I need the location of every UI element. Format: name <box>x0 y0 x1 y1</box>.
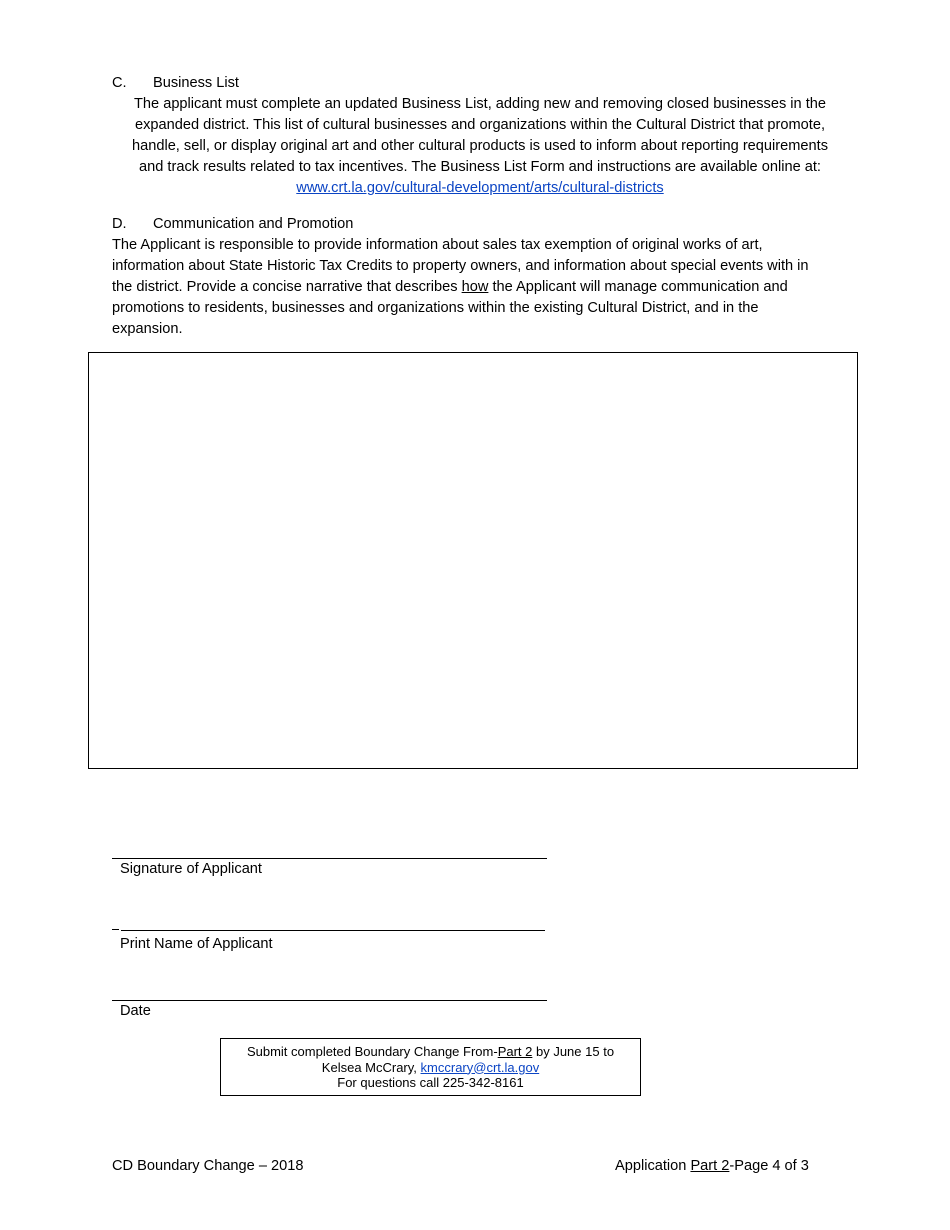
date-label: Date <box>120 1003 151 1019</box>
section-d-line: the district. Provide a concise narrative that describes how the Applicant will manage communication and <box>112 279 788 295</box>
section-d-body <box>112 235 892 340</box>
submit-line: Submit completed Boundary Change From-Part 2 by June 15 to <box>246 1044 615 1059</box>
print-name-line-stub <box>112 929 119 930</box>
section-d-line: The Applicant is responsible to provide information about sales tax exemption of original works of art, <box>112 237 763 253</box>
section-d-number: D. <box>112 216 127 232</box>
section-c-body <box>100 94 860 199</box>
section-c-title: Business List <box>153 75 239 91</box>
section-c-line: The applicant must complete an updated Business List, adding new and removing closed businesses in the <box>134 96 826 112</box>
section-c-number: C. <box>112 75 127 91</box>
cultural-districts-link[interactable]: www.crt.la.gov/cultural-development/arts/cultural-districts <box>296 180 664 196</box>
submission-info-box <box>220 1038 641 1096</box>
submit-phone-line: For questions call 225-342-8161 <box>337 1075 524 1090</box>
date-line[interactable] <box>112 1000 547 1001</box>
narrative-text-box[interactable] <box>88 352 858 769</box>
section-d-title: Communication and Promotion <box>153 216 354 232</box>
footer-right: Application Part 2-Page 4 of 3 <box>615 1158 809 1174</box>
signature-label: Signature of Applicant <box>120 861 262 877</box>
section-c-line: expanded district. This list of cultural businesses and organizations within the Cultural District that promote, <box>134 117 826 133</box>
section-d-line: promotions to residents, businesses and organizations within the existing Cultural District, and in the <box>112 300 759 316</box>
submit-contact-line: Kelsea McCrary, kmccrary@crt.la.gov <box>321 1059 540 1075</box>
section-c-heading <box>112 73 239 94</box>
print-name-line[interactable] <box>121 930 545 931</box>
section-c-line: and track results related to tax incentives. The Business List Form and instructions are available online at: <box>139 159 821 175</box>
section-d-line: expansion. <box>112 321 183 337</box>
section-d-heading <box>112 214 353 235</box>
section-d-line: information about State Historic Tax Credits to property owners, and information about special events with in <box>112 258 809 274</box>
section-c-line: handle, sell, or display original art and other cultural products is used to inform about reporting requirements <box>131 138 828 154</box>
emphasis-how: how <box>461 279 489 295</box>
footer-left: CD Boundary Change – 2018 <box>112 1158 304 1174</box>
email-link[interactable]: kmccrary@crt.la.gov <box>420 1059 540 1075</box>
print-name-label: Print Name of Applicant <box>120 936 273 952</box>
